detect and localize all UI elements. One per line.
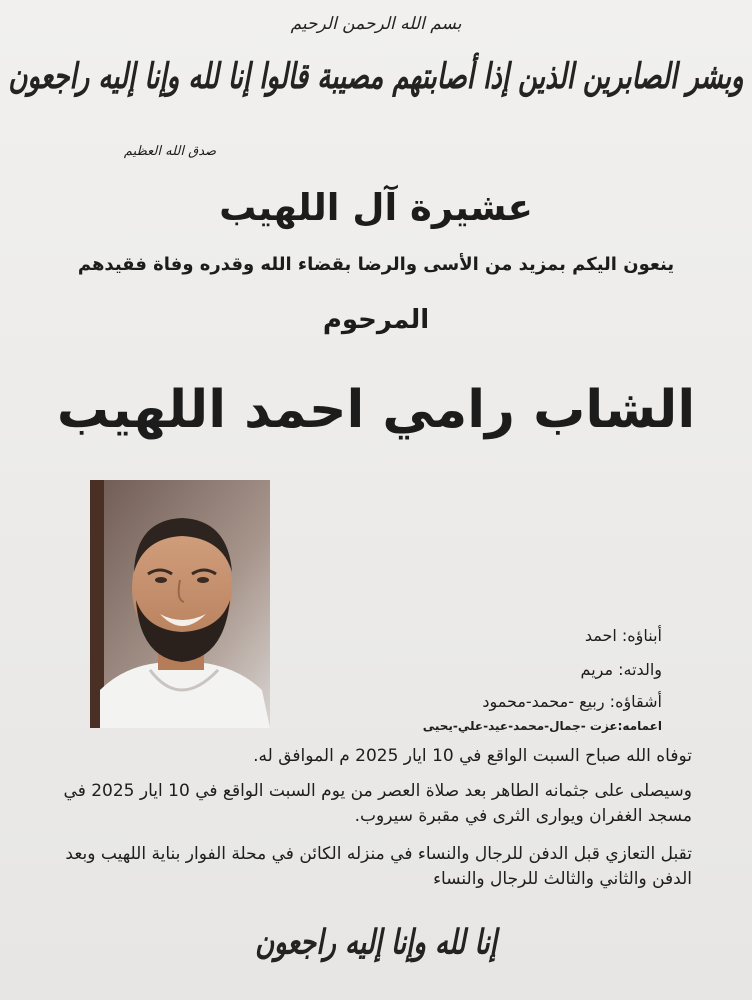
condolence-details: تقبل التعازي قبل الدفن للرجال والنساء في منزله الكائن في محلة الفوار بناية اللهيب وبعد الدفن والثاني والثالث للرجال والنساء (65, 844, 692, 889)
portrait-illustration (90, 480, 270, 728)
quran-verse-calligraphy: وبشر الصابرين الذين إذا أصابتهم مصيبة قالوا إنا لله وإنا إليه راجعون (8, 56, 744, 98)
late-title: المرحوم (322, 305, 430, 335)
deceased-photo (90, 480, 270, 728)
brothers-line: أشقاؤه: ربيع -محمد-محمود (482, 692, 662, 711)
uncles-line: اعمامه:عزت -جمال-محمد-عيد-علي-يحيى (422, 719, 662, 733)
sadaq-allah-calligraphy: صدق الله العظيم (123, 144, 217, 159)
closing-calligraphy: إنا لله وإنا إليه راجعون (255, 923, 497, 963)
sons-line: أبناؤه: احمد (584, 626, 662, 645)
funeral-prayer-details: وسيصلى على جثمانه الطاهر بعد صلاة العصر من يوم السبت الواقع في 10 ايار 2025 في مسجد الغفران ويوارى الثرى في مقبرة سيروب. (63, 781, 692, 826)
announcement-intro: ينعون اليكم بمزيد من الأسى والرضا بقضاء الله وقدره وفاة فقيدهم (77, 254, 675, 275)
mother-line: والدته: مريم (580, 660, 662, 679)
deceased-name: الشاب رامي احمد اللهيب (56, 380, 696, 440)
death-announcement: توفاه الله صباح السبت الواقع في 10 ايار 2025 م الموافق له. (253, 746, 692, 766)
basmala-calligraphy: بسم الله الرحمن الرحيم (290, 14, 462, 34)
clan-title: عشيرة آل اللهيب (219, 186, 533, 229)
